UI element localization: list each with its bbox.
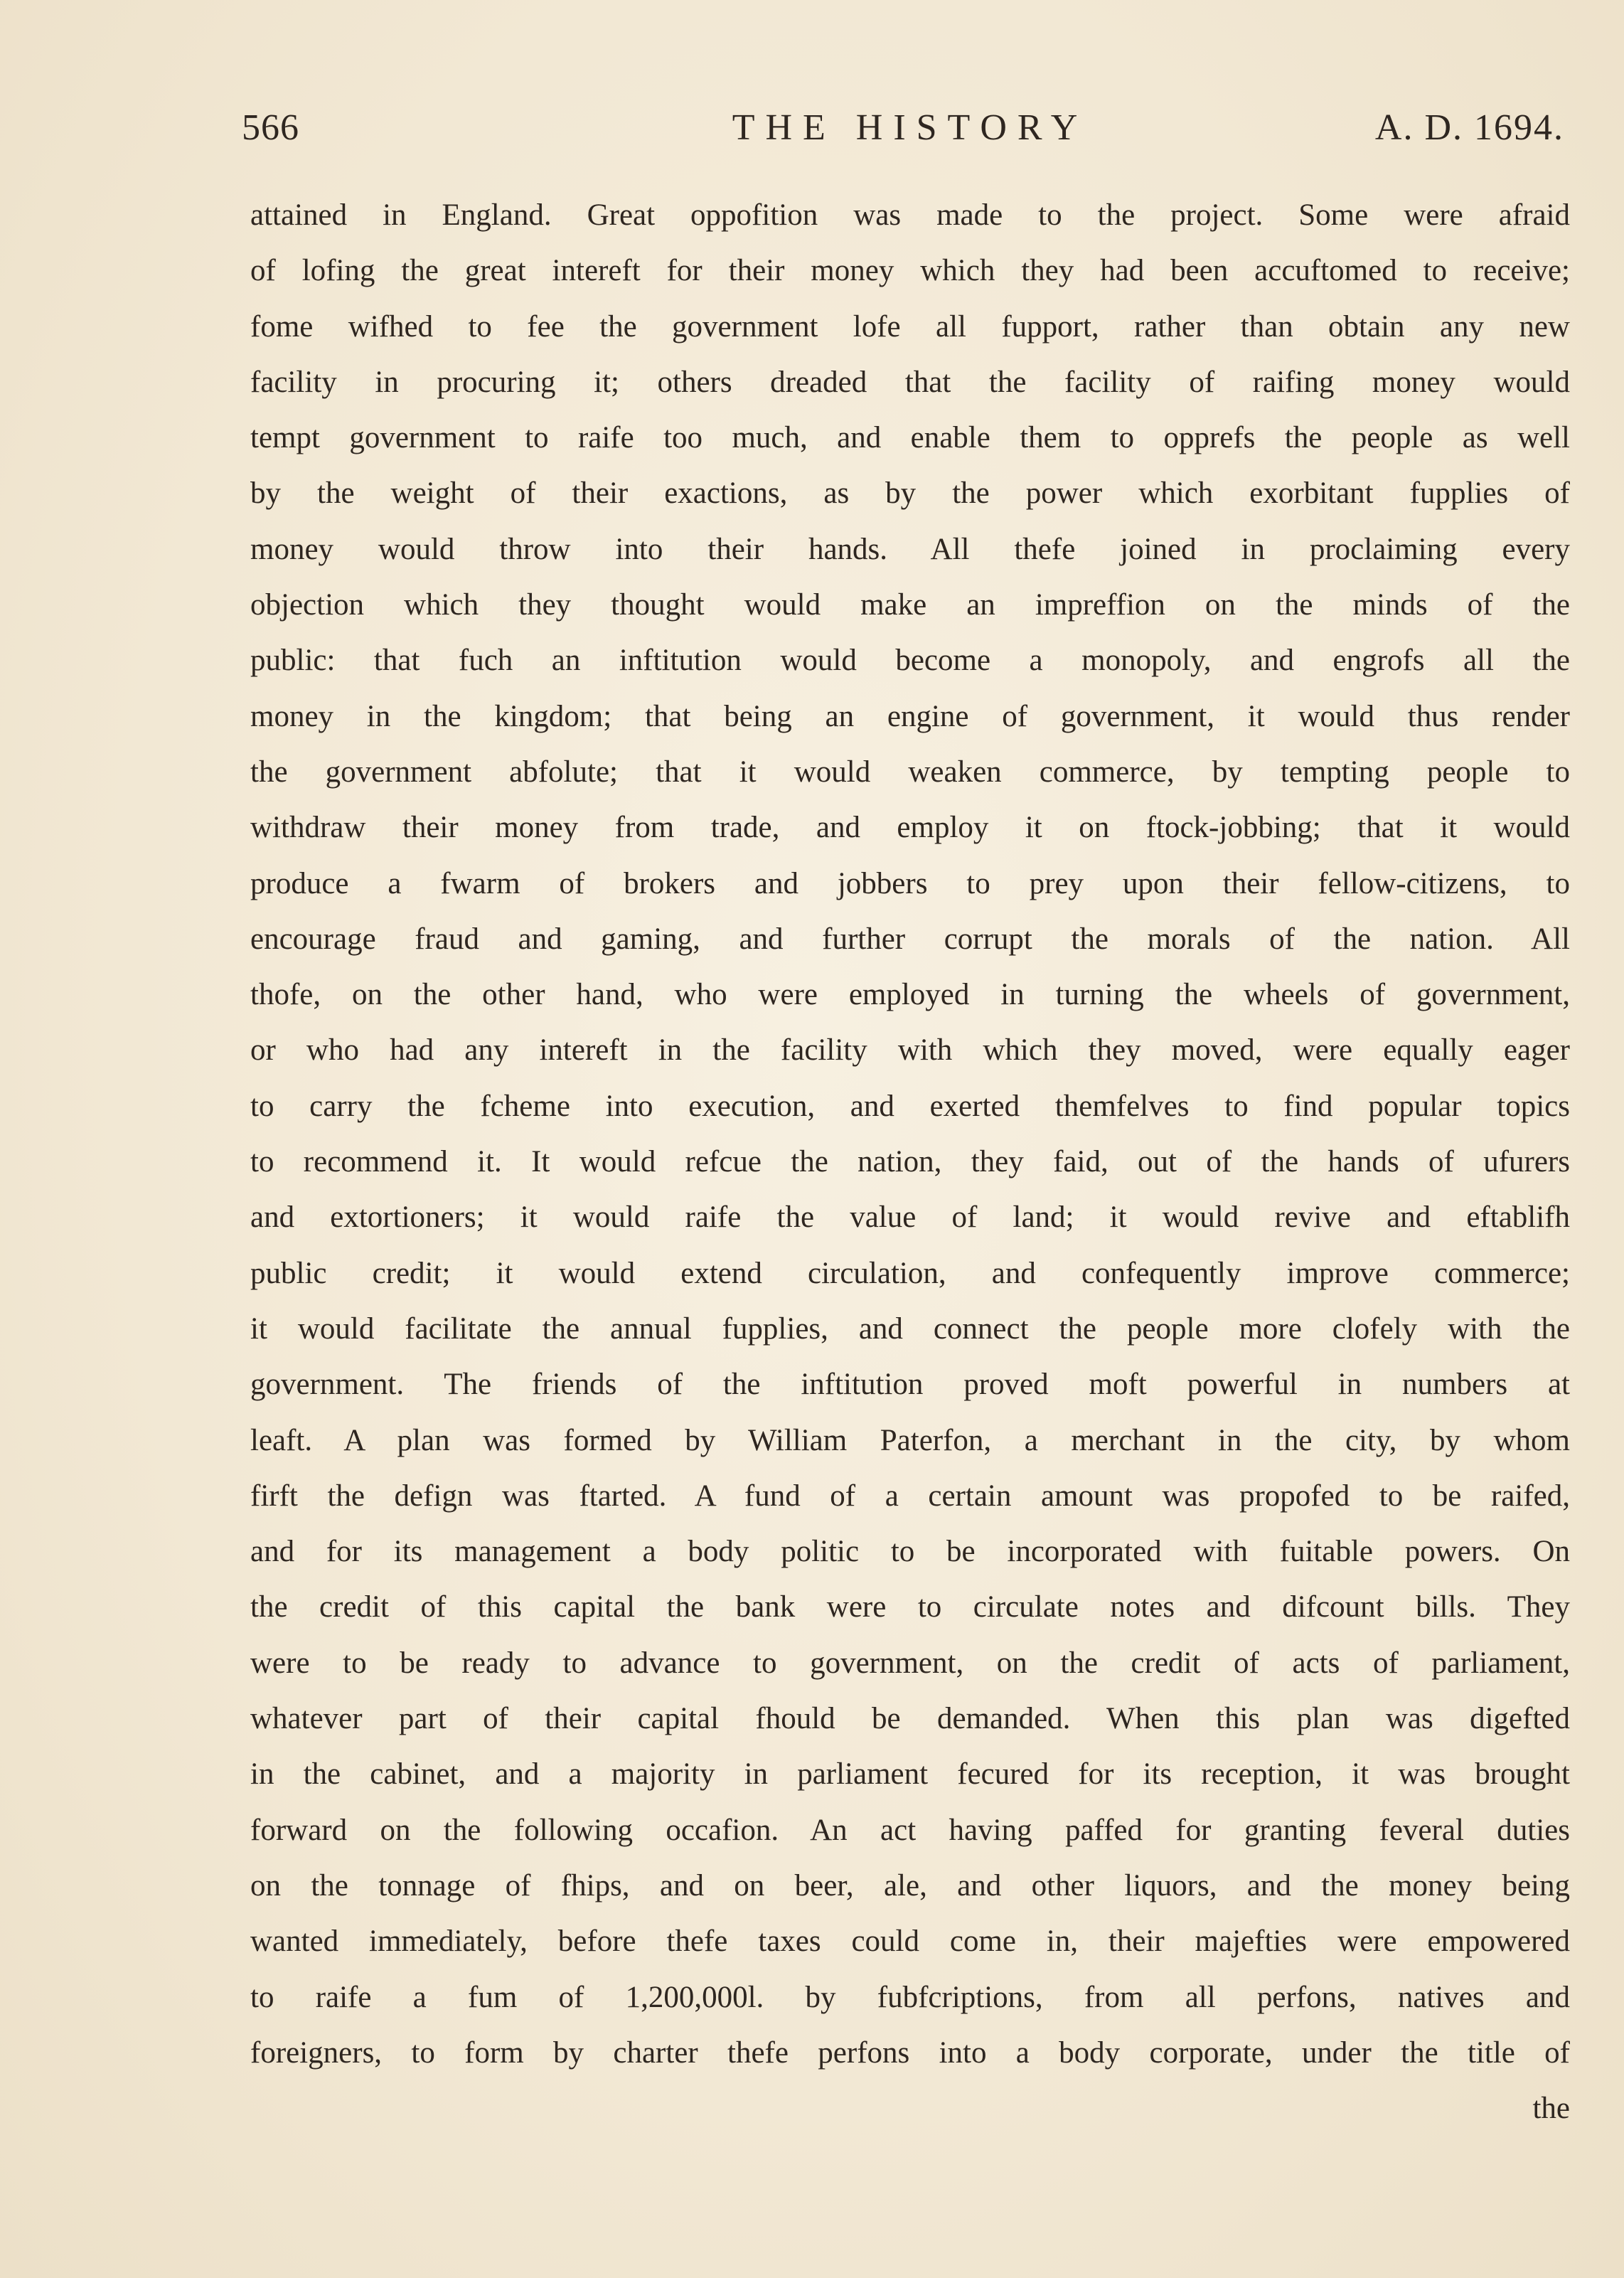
text-line: thofe, on the other hand, who were employed in turning the wheels of government, bbox=[250, 978, 1570, 1012]
text-line: withdraw their money from trade, and employ it on ftock-jobbing; that it would bbox=[250, 811, 1570, 845]
text-line: the credit of this capital the bank were to circulate notes and difcount bills. They bbox=[250, 1590, 1570, 1624]
text-line: and for its management a body politic to be incorporated with fuitable powers. On bbox=[250, 1535, 1570, 1569]
text-line: the government abfolute; that it would weaken commerce, by tempting people to bbox=[250, 755, 1570, 789]
running-head bbox=[242, 107, 1578, 164]
text-line: by the weight of their exactions, as by the power which exorbitant fupplies of bbox=[250, 477, 1570, 511]
text-line: whatever part of their capital fhould be demanded. When this plan was digefted bbox=[250, 1702, 1570, 1736]
text-line: of lofing the great intereft for their money which they had been accuftomed to receive; bbox=[250, 254, 1570, 288]
page-number: 566 bbox=[242, 107, 299, 148]
text-line: firft the defign was ftarted. A fund of a certain amount was propofed to be raifed, bbox=[250, 1479, 1570, 1513]
text-line: on the tonnage of fhips, and on beer, ale, and other liquors, and the money being bbox=[250, 1868, 1570, 1902]
text-line: were to be ready to advance to government, on the credit of acts of parliament, bbox=[250, 1646, 1570, 1680]
text-line: and extortioners; it would raife the value of land; it would revive and eftablifh bbox=[250, 1201, 1570, 1235]
text-line: money in the kingdom; that being an engine of government, it would thus render bbox=[250, 699, 1570, 733]
text-line: to raife a fum of 1,200,000l. by fubfcriptions, from all perfons, natives and bbox=[250, 1980, 1570, 2014]
text-line: to carry the fcheme into execution, and exerted themfelves to find popular topics bbox=[250, 1089, 1570, 1123]
text-line: government. The friends of the inftitution proved moft powerful in numbers at bbox=[250, 1368, 1570, 1402]
text-line: in the cabinet, and a majority in parliament fecured for its reception, it was brought bbox=[250, 1757, 1570, 1792]
text-line: fome wifhed to fee the government lofe all fupport, rather than obtain any new bbox=[250, 309, 1570, 344]
text-line: forward on the following occafion. An act having paffed for granting feveral duties bbox=[250, 1813, 1570, 1847]
text-line: to recommend it. It would refcue the nation, they faid, out of the hands of ufurers bbox=[250, 1145, 1570, 1179]
text-line: produce a fwarm of brokers and jobbers to prey upon their fellow-citizens, to bbox=[250, 866, 1570, 900]
text-line: attained in England. Great oppofition was made to the project. Some were afraid bbox=[250, 198, 1570, 232]
text-line: public: that fuch an inftitution would become a monopoly, and engrofs all the bbox=[250, 644, 1570, 678]
text-line: it would facilitate the annual fupplies, and connect the people more clofely with the bbox=[250, 1311, 1570, 1346]
text-line: leaft. A plan was formed by William Paterfon, a merchant in the city, by whom bbox=[250, 1423, 1570, 1457]
text-line: tempt government to raife too much, and enable them to opprefs the people as well bbox=[250, 421, 1570, 455]
text-line: wanted immediately, before thefe taxes could come in, their majefties were empowered bbox=[250, 1925, 1570, 1959]
text-line: money would throw into their hands. All thefe joined in proclaiming every bbox=[250, 532, 1570, 566]
text-line: facility in procuring it; others dreaded that the facility of raifing money would bbox=[250, 365, 1570, 399]
text-line: public credit; it would extend circulation, and confequently improve commerce; bbox=[250, 1256, 1570, 1290]
text-line: objection which they thought would make an impreffion on the minds of the bbox=[250, 588, 1570, 622]
running-title: THE HISTORY bbox=[732, 107, 1089, 148]
text-line: encourage fraud and gaming, and further corrupt the morals of the nation. All bbox=[250, 922, 1570, 956]
catchword: the bbox=[1532, 2092, 1570, 2126]
text-line: or who had any intereft in the facility with which they moved, were equally eager bbox=[250, 1033, 1570, 1068]
text-line: foreigners, to form by charter thefe perfons into a body corporate, under the title of bbox=[250, 2035, 1570, 2070]
body-text bbox=[250, 188, 1570, 2136]
header-date: A. D. 1694. bbox=[1374, 107, 1564, 148]
